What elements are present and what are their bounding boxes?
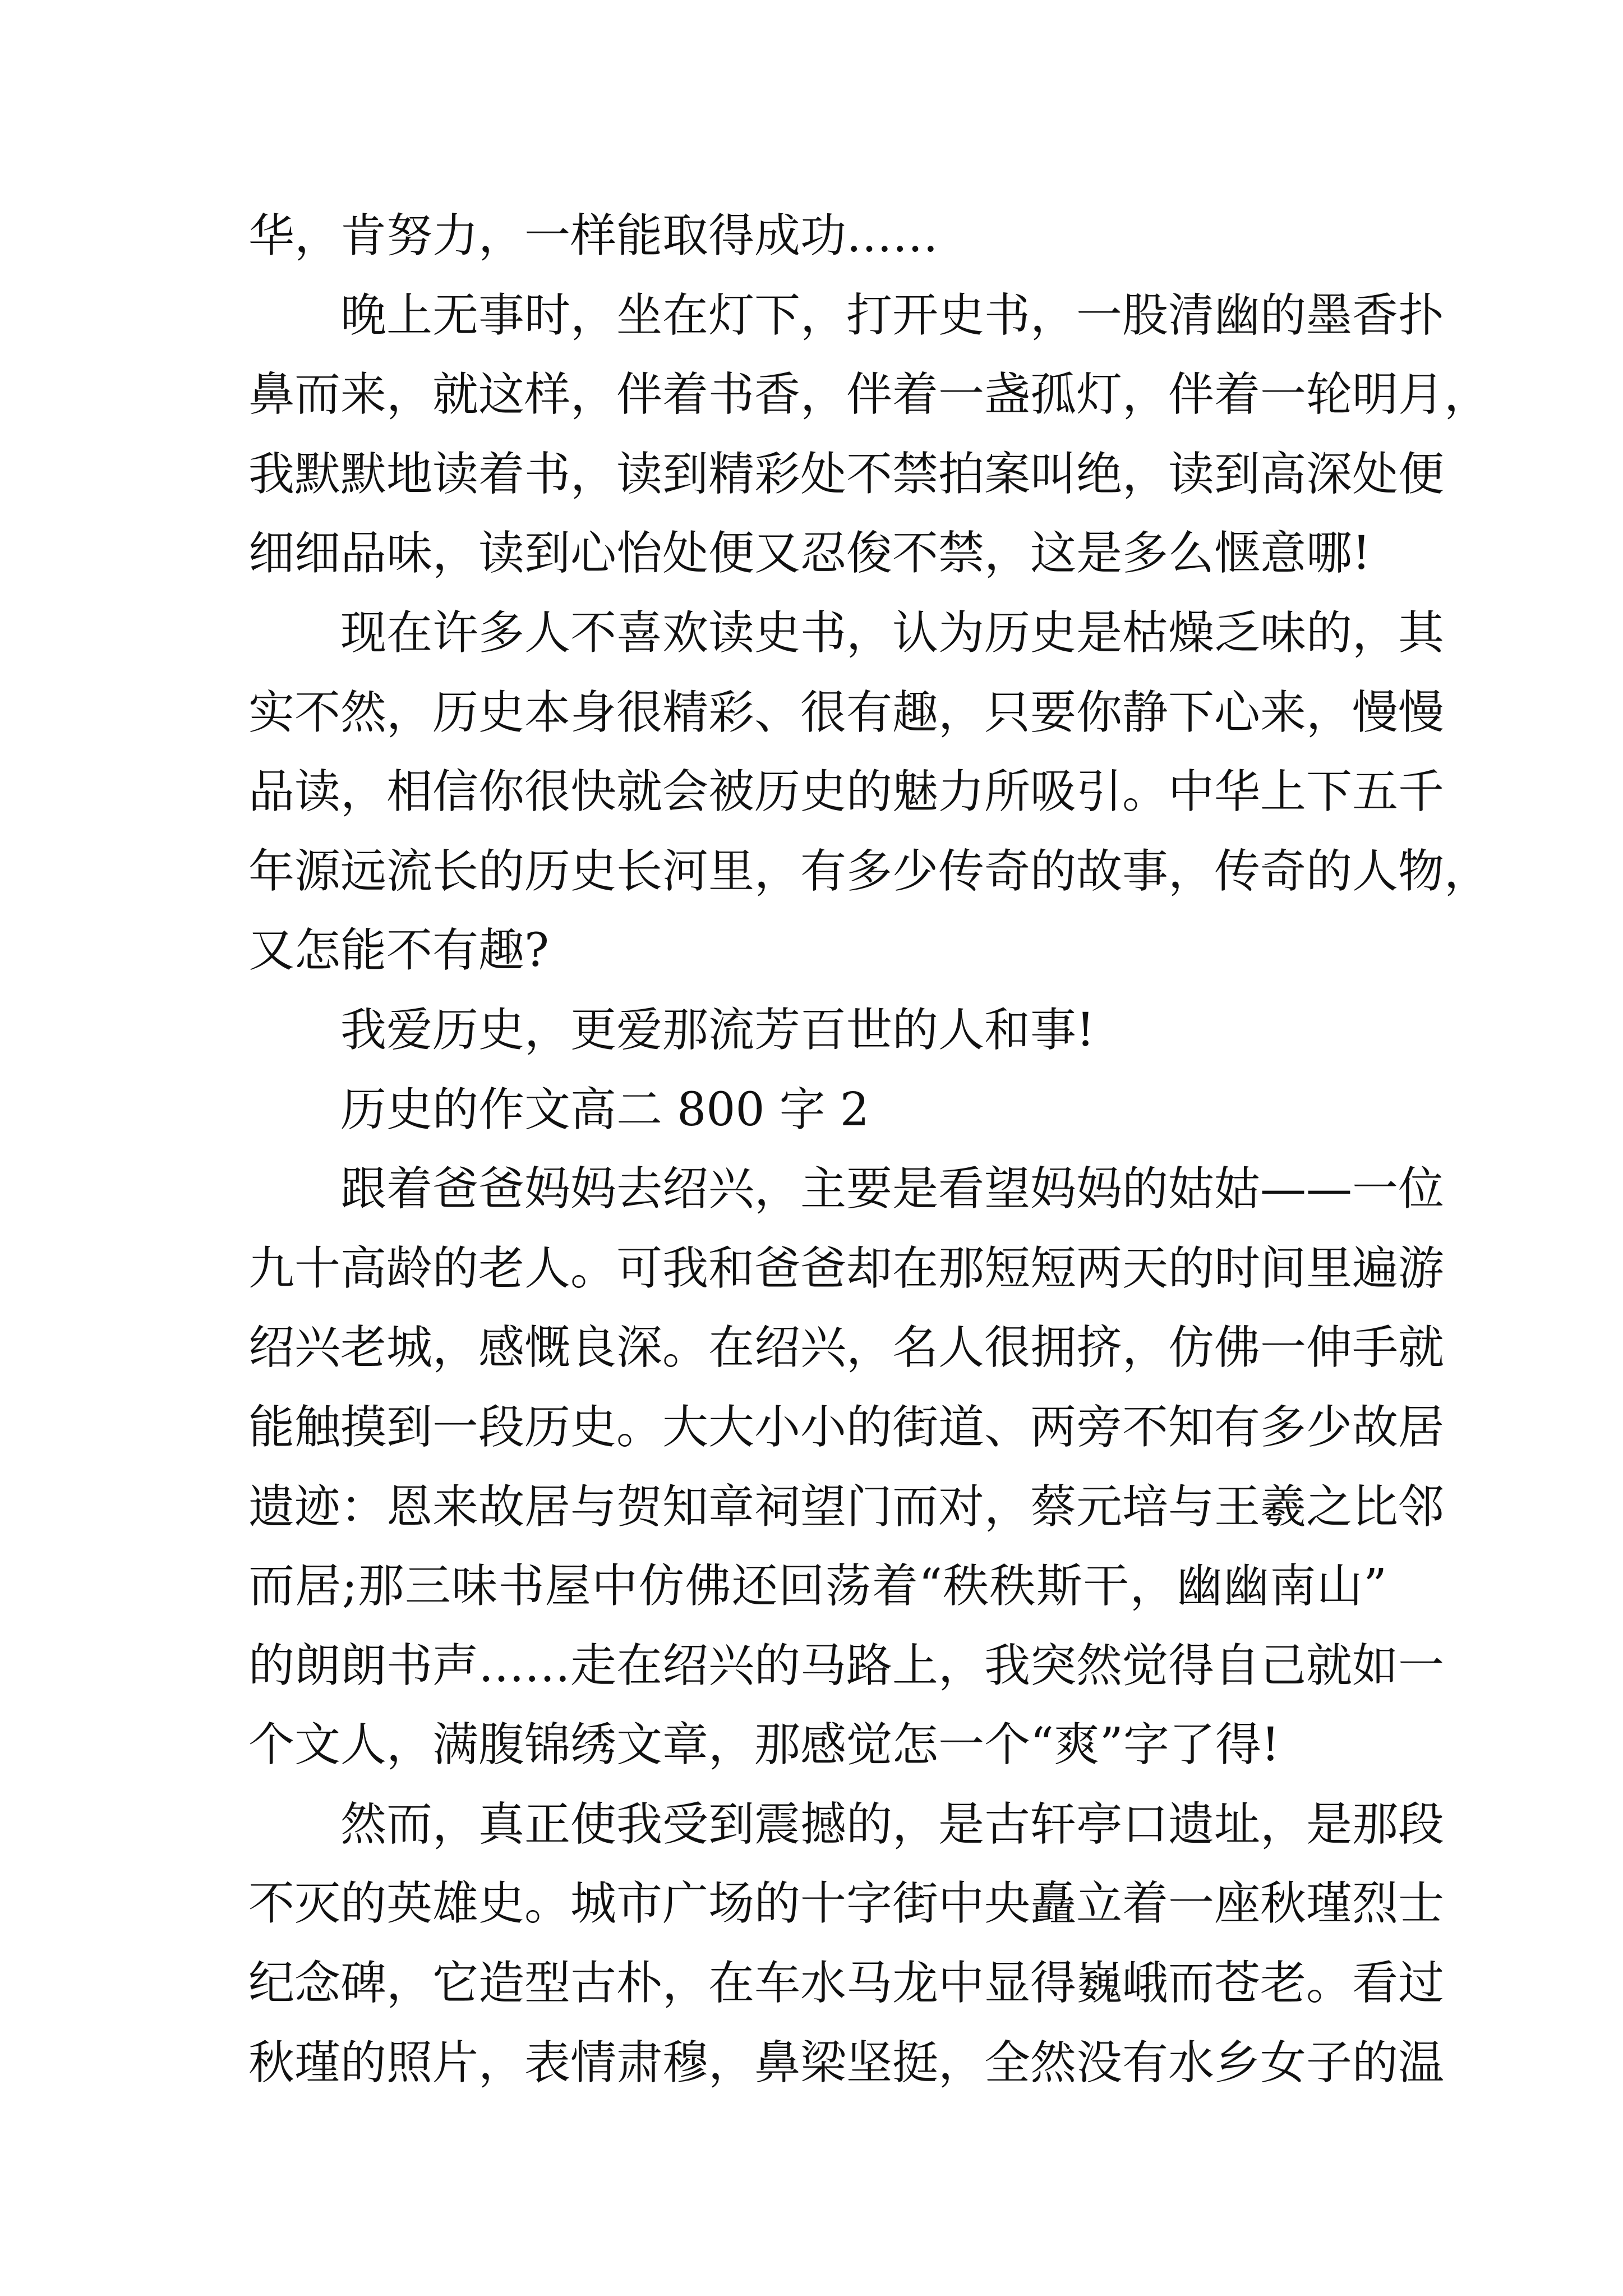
text-line: 品读，相信你很快就会被历史的魅力所吸引。中华上下五千 <box>248 765 1445 819</box>
text-line: 九十高龄的老人。可我和爸爸却在那短短两天的时间里遍游 <box>248 1241 1445 1295</box>
section-heading: 历史的作文高二 800 字 2 <box>340 1083 869 1137</box>
text-line: 细细品味，读到心怡处便又忍俊不禁，这是多么惬意哪! <box>248 527 1371 581</box>
text-line: 年源远流长的历史长河里，有多少传奇的故事，传奇的人物， <box>248 844 1491 898</box>
text-line: 纪念碑，它造型古朴，在车水马龙中显得巍峨而苍老。看过 <box>248 1957 1445 2010</box>
text-line: 鼻而来，就这样，伴着书香，伴着一盏孤灯，伴着一轮明月， <box>248 368 1491 422</box>
text-line: 实不然，历史本身很精彩、很有趣，只要你静下心来，慢慢 <box>248 685 1445 739</box>
text-line: 绍兴老城，感慨良深。在绍兴，名人很拥挤，仿佛一伸手就 <box>248 1321 1445 1375</box>
text-line: 然而，真正使我受到震撼的，是古轩亭口遗址，是那段 <box>340 1797 1445 1851</box>
text-line: 现在许多人不喜欢读史书，认为历史是枯燥乏味的，其 <box>340 606 1445 660</box>
text-line: 我默默地读着书，读到精彩处不禁拍案叫绝，读到高深处便 <box>248 447 1445 501</box>
document-body <box>248 196 1491 2102</box>
text-line: 不灭的英雄史。城市广场的十字街中央矗立着一座秋瑾烈士 <box>248 1877 1445 1931</box>
text-line: 个文人，满腹锦绣文章，那感觉怎一个“爽”字了得! <box>248 1718 1280 1772</box>
text-line: 跟着爸爸妈妈去绍兴，主要是看望妈妈的姑姑——一位 <box>340 1162 1445 1216</box>
text-line: 又怎能不有趣? <box>248 924 549 978</box>
text-line: 我爱历史，更爱那流芳百世的人和事! <box>340 1003 1095 1057</box>
text-line: 而居;那三味书屋中仿佛还回荡着“秩秩斯干，幽幽南山” <box>248 1559 1387 1613</box>
text-line: 华，肯努力，一样能取得成功…… <box>248 209 939 263</box>
text-line: 能触摸到一段历史。大大小小的街道、两旁不知有多少故居 <box>248 1400 1445 1454</box>
text-line: 秋瑾的照片，表情肃穆，鼻梁坚挺，全然没有水乡女子的温 <box>248 2036 1445 2090</box>
text-line: 晚上无事时，坐在灯下，打开史书，一股清幽的墨香扑 <box>340 288 1445 342</box>
text-line: 的朗朗书声……走在绍兴的马路上，我突然觉得自己就如一 <box>248 1639 1445 1692</box>
text-line: 遗迹：恩来故居与贺知章祠望门而对，蔡元培与王羲之比邻 <box>248 1480 1445 1534</box>
